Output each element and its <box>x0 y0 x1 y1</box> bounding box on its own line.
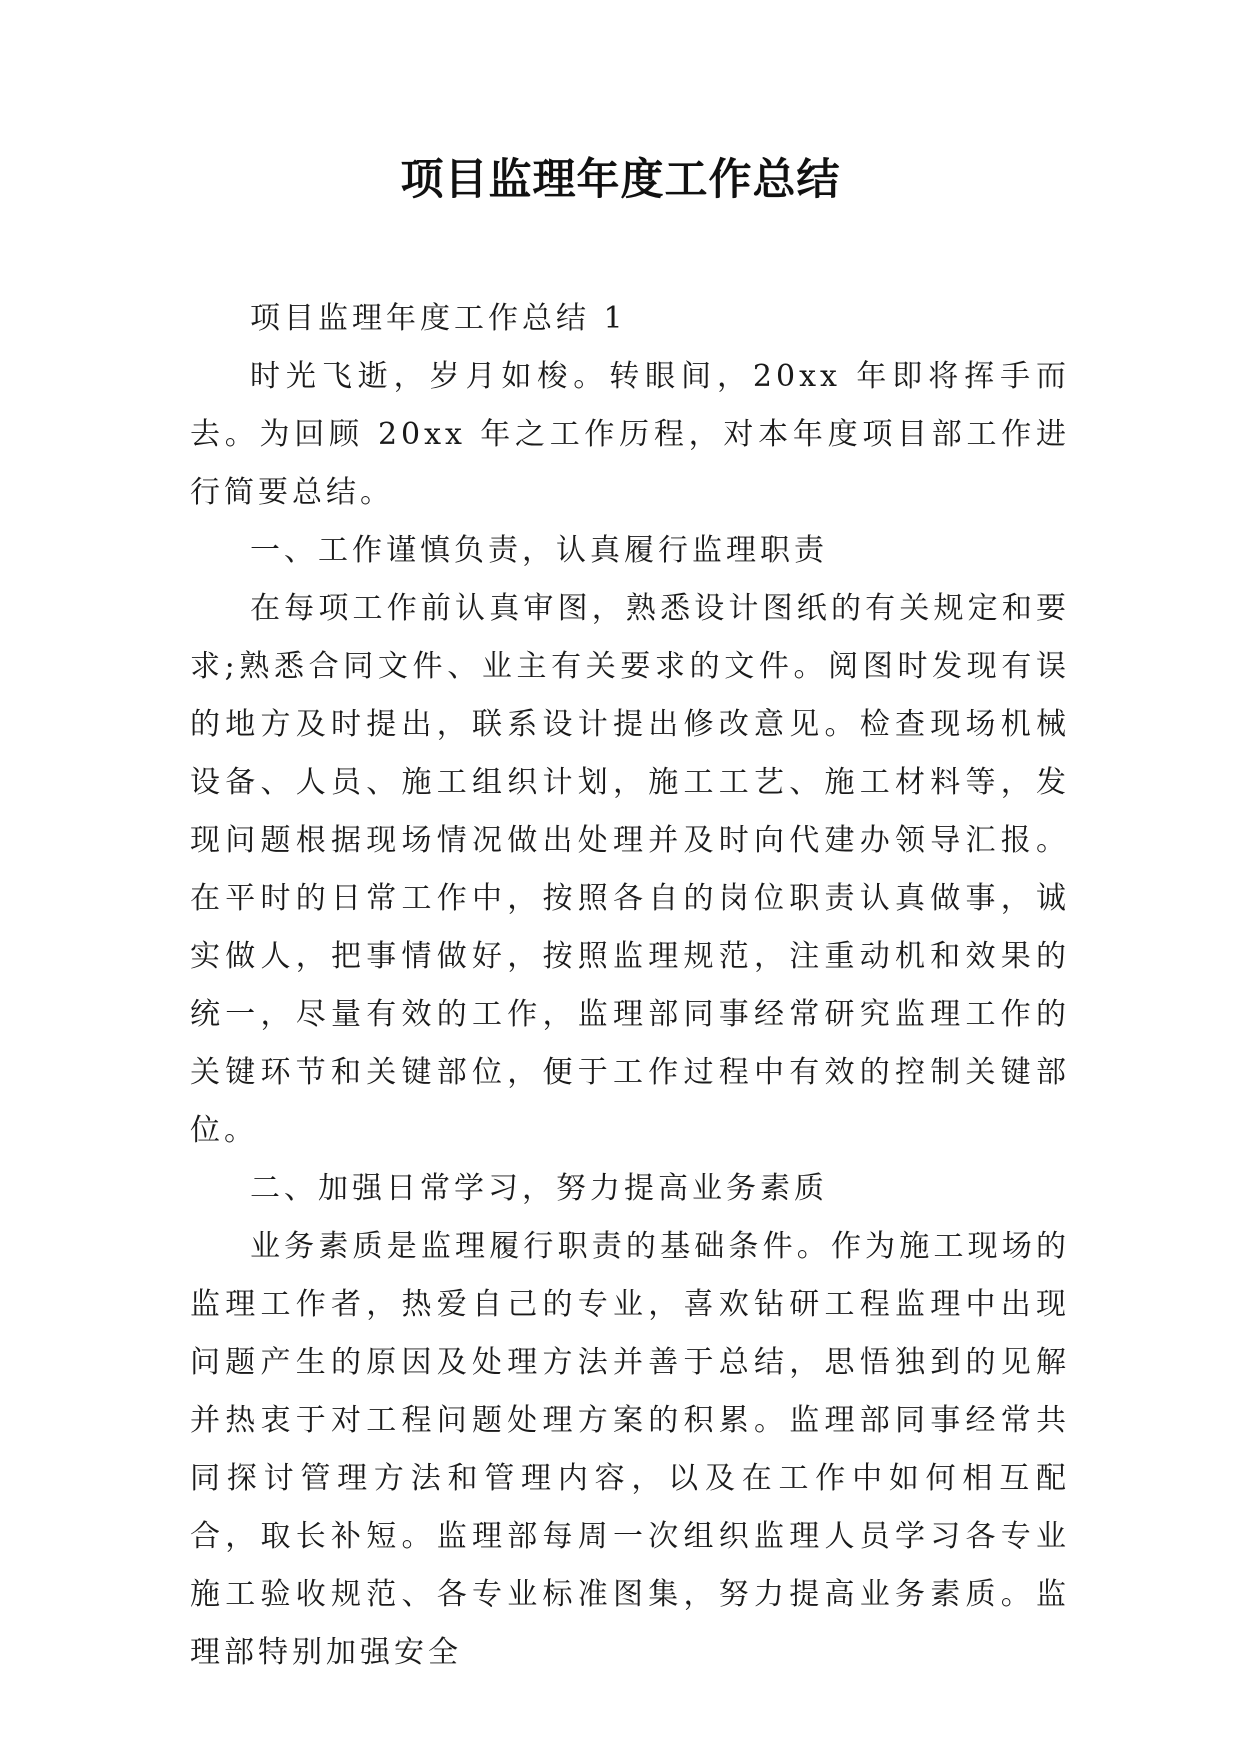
section-2-paragraph: 业务素质是监理履行职责的基础条件。作为施工现场的监理工作者，热爱自己的专业，喜欢钻研工程监理中出现问题产生的原因及处理方法并善于总结，思悟独到的见解并热衷于对工程问题处理方案的积累。监理部同事经常共同探讨管理方法和管理内容，以及在工作中如何相互配合，取长补短。监理部每周一次组织监理人员学习各专业施工验收规范、各专业标准图集，努力提高业务素质。监理部特别加强安全 <box>190 1229 1070 1670</box>
section-heading-2: 二、加强日常学习，努力提高业务素质 <box>250 1171 828 1206</box>
document-body <box>190 290 1070 1682</box>
section-heading-1: 一、工作谨慎负责，认真履行监理职责 <box>250 533 828 568</box>
intro-paragraph: 时光飞逝，岁月如梭。转眼间，20xx 年即将挥手而去。为回顾 20xx 年之工作历程，对本年度项目部工作进行简要总结。 <box>190 359 1070 510</box>
document-title: 项目监理年度工作总结 <box>400 155 841 205</box>
section-heading-summary-1: 项目监理年度工作总结 1 <box>250 301 627 336</box>
section-1-paragraph: 在每项工作前认真审图，熟悉设计图纸的有关规定和要求;熟悉合同文件、业主有关要求的文件。阅图时发现有误的地方及时提出，联系设计提出修改意见。检查现场机械设备、人员、施工组织计划，施工工艺、施工材料等，发现问题根据现场情况做出处理并及时向代建办领导汇报。在平时的日常工作中，按照各自的岗位职责认真做事，诚实做人，把事情做好，按照监理规范，注重动机和效果的统一，尽量有效的工作，监理部同事经常研究监理工作的关键环节和关键部位，便于工作过程中有效的控制关键部位。 <box>190 591 1070 1148</box>
